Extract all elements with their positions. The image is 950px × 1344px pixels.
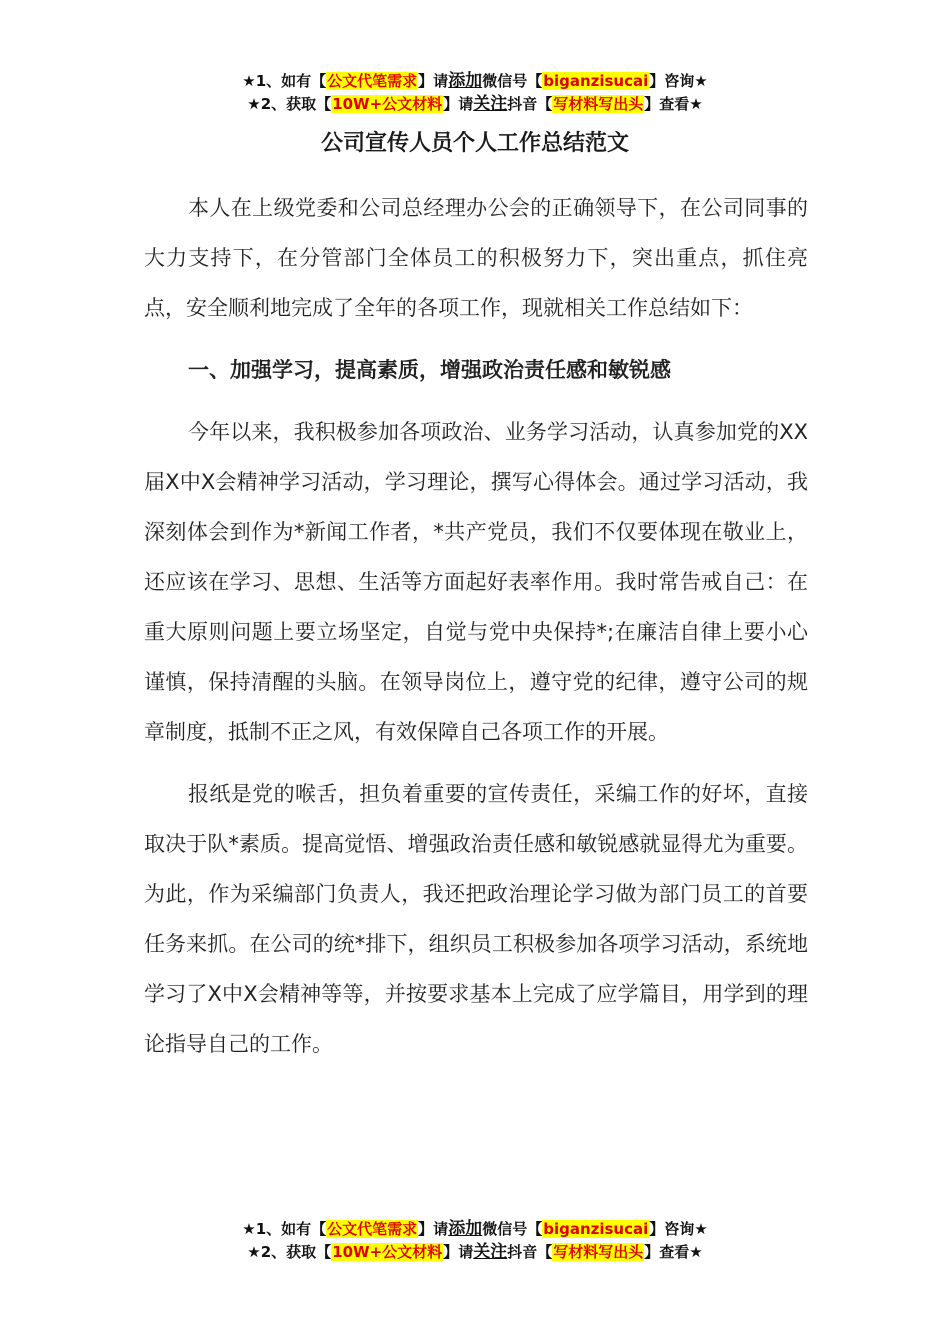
banner-emphasis: 添加 (448, 1219, 483, 1239)
document-title: 公司宣传人员个人工作总结范文 (320, 131, 629, 156)
intro-paragraph: 本人在上级党委和公司总经理办公会的正确领导下，在公司同事的大力支持下，在分管部门全体员工的积极努力下，突出重点，抓住亮点，安全顺利地完成了全年的各项工作，现就相关工作总结如下： (144, 196, 808, 320)
banner-text: 】请 (418, 72, 449, 90)
banner-text: 】咨询★ (649, 1220, 708, 1238)
banner-highlight: biganzisucai (543, 72, 649, 90)
banner-highlight: 公文代笔需求 (327, 72, 418, 90)
banner-text: 】请 (443, 95, 474, 113)
banner-text: 微信号【 (482, 1220, 543, 1238)
banner-highlight: biganzisucai (543, 1220, 649, 1238)
banner-text: ★1、如有【 (242, 1220, 327, 1238)
banner-highlight: 公文代笔需求 (327, 1220, 418, 1238)
banner-line-1 (0, 1218, 950, 1241)
banner-text: 】查看★ (644, 95, 703, 113)
body-paragraph-1: 今年以来，我积极参加各项政治、业务学习活动，认真参加党的XX届X中X会精神学习活动，学习理论，撰写心得体会。通过学习活动，我深刻体会到作为*新闻工作者，*共产党员，我们不仅要体现在敬业上，还应该在学习、思想、生活等方面起好表率作用。我时常告戒自己：在重大原则问题上要立场坚定，自觉与党中央保持*;在廉洁自律上要小心谨慎，保持清醒的头脑。在领导岗位上，遵守党的纪律，遵守公司的规章制度，抵制不正之风，有效保障自己各项工作的开展。 (144, 420, 808, 744)
banner-line-2 (0, 1241, 950, 1264)
banner-emphasis: 添加 (448, 71, 483, 91)
banner-highlight: 10W+公文材料 (332, 1243, 443, 1261)
banner-text: 】请 (443, 1243, 474, 1261)
banner-text: ★2、获取【 (247, 1243, 332, 1261)
banner-text: 】咨询★ (649, 72, 708, 90)
section-heading: 一、加强学习，提高素质，增强政治责任感和敏锐感 (188, 358, 671, 382)
banner-highlight: 写材料写出头 (553, 1243, 644, 1261)
banner-text: 】查看★ (644, 1243, 703, 1261)
banner-text: 微信号【 (482, 72, 543, 90)
banner-text: 抖音【 (507, 1243, 553, 1261)
top-banner (0, 70, 950, 116)
banner-line-1 (0, 70, 950, 93)
banner-emphasis: 关注 (473, 94, 508, 114)
banner-text: 抖音【 (507, 95, 553, 113)
bottom-banner (0, 1218, 950, 1264)
banner-emphasis: 关注 (473, 1242, 508, 1262)
banner-highlight: 10W+公文材料 (332, 95, 443, 113)
banner-text: 】请 (418, 1220, 449, 1238)
banner-text: ★2、获取【 (247, 95, 332, 113)
banner-highlight: 写材料写出头 (553, 95, 644, 113)
banner-text: ★1、如有【 (242, 72, 327, 90)
body-paragraph-2: 报纸是党的喉舌，担负着重要的宣传责任，采编工作的好坏，直接取决于队*素质。提高觉悟、增强政治责任感和敏锐感就显得尤为重要。为此，作为采编部门负责人，我还把政治理论学习做为部门员工的首要任务来抓。在公司的统*排下，组织员工积极参加各项学习活动，系统地学习了X中X会精神等等，并按要求基本上完成了应学篇目，用学到的理论指导自己的工作。 (144, 782, 808, 1056)
document-body (144, 183, 808, 1069)
banner-line-2 (0, 93, 950, 116)
